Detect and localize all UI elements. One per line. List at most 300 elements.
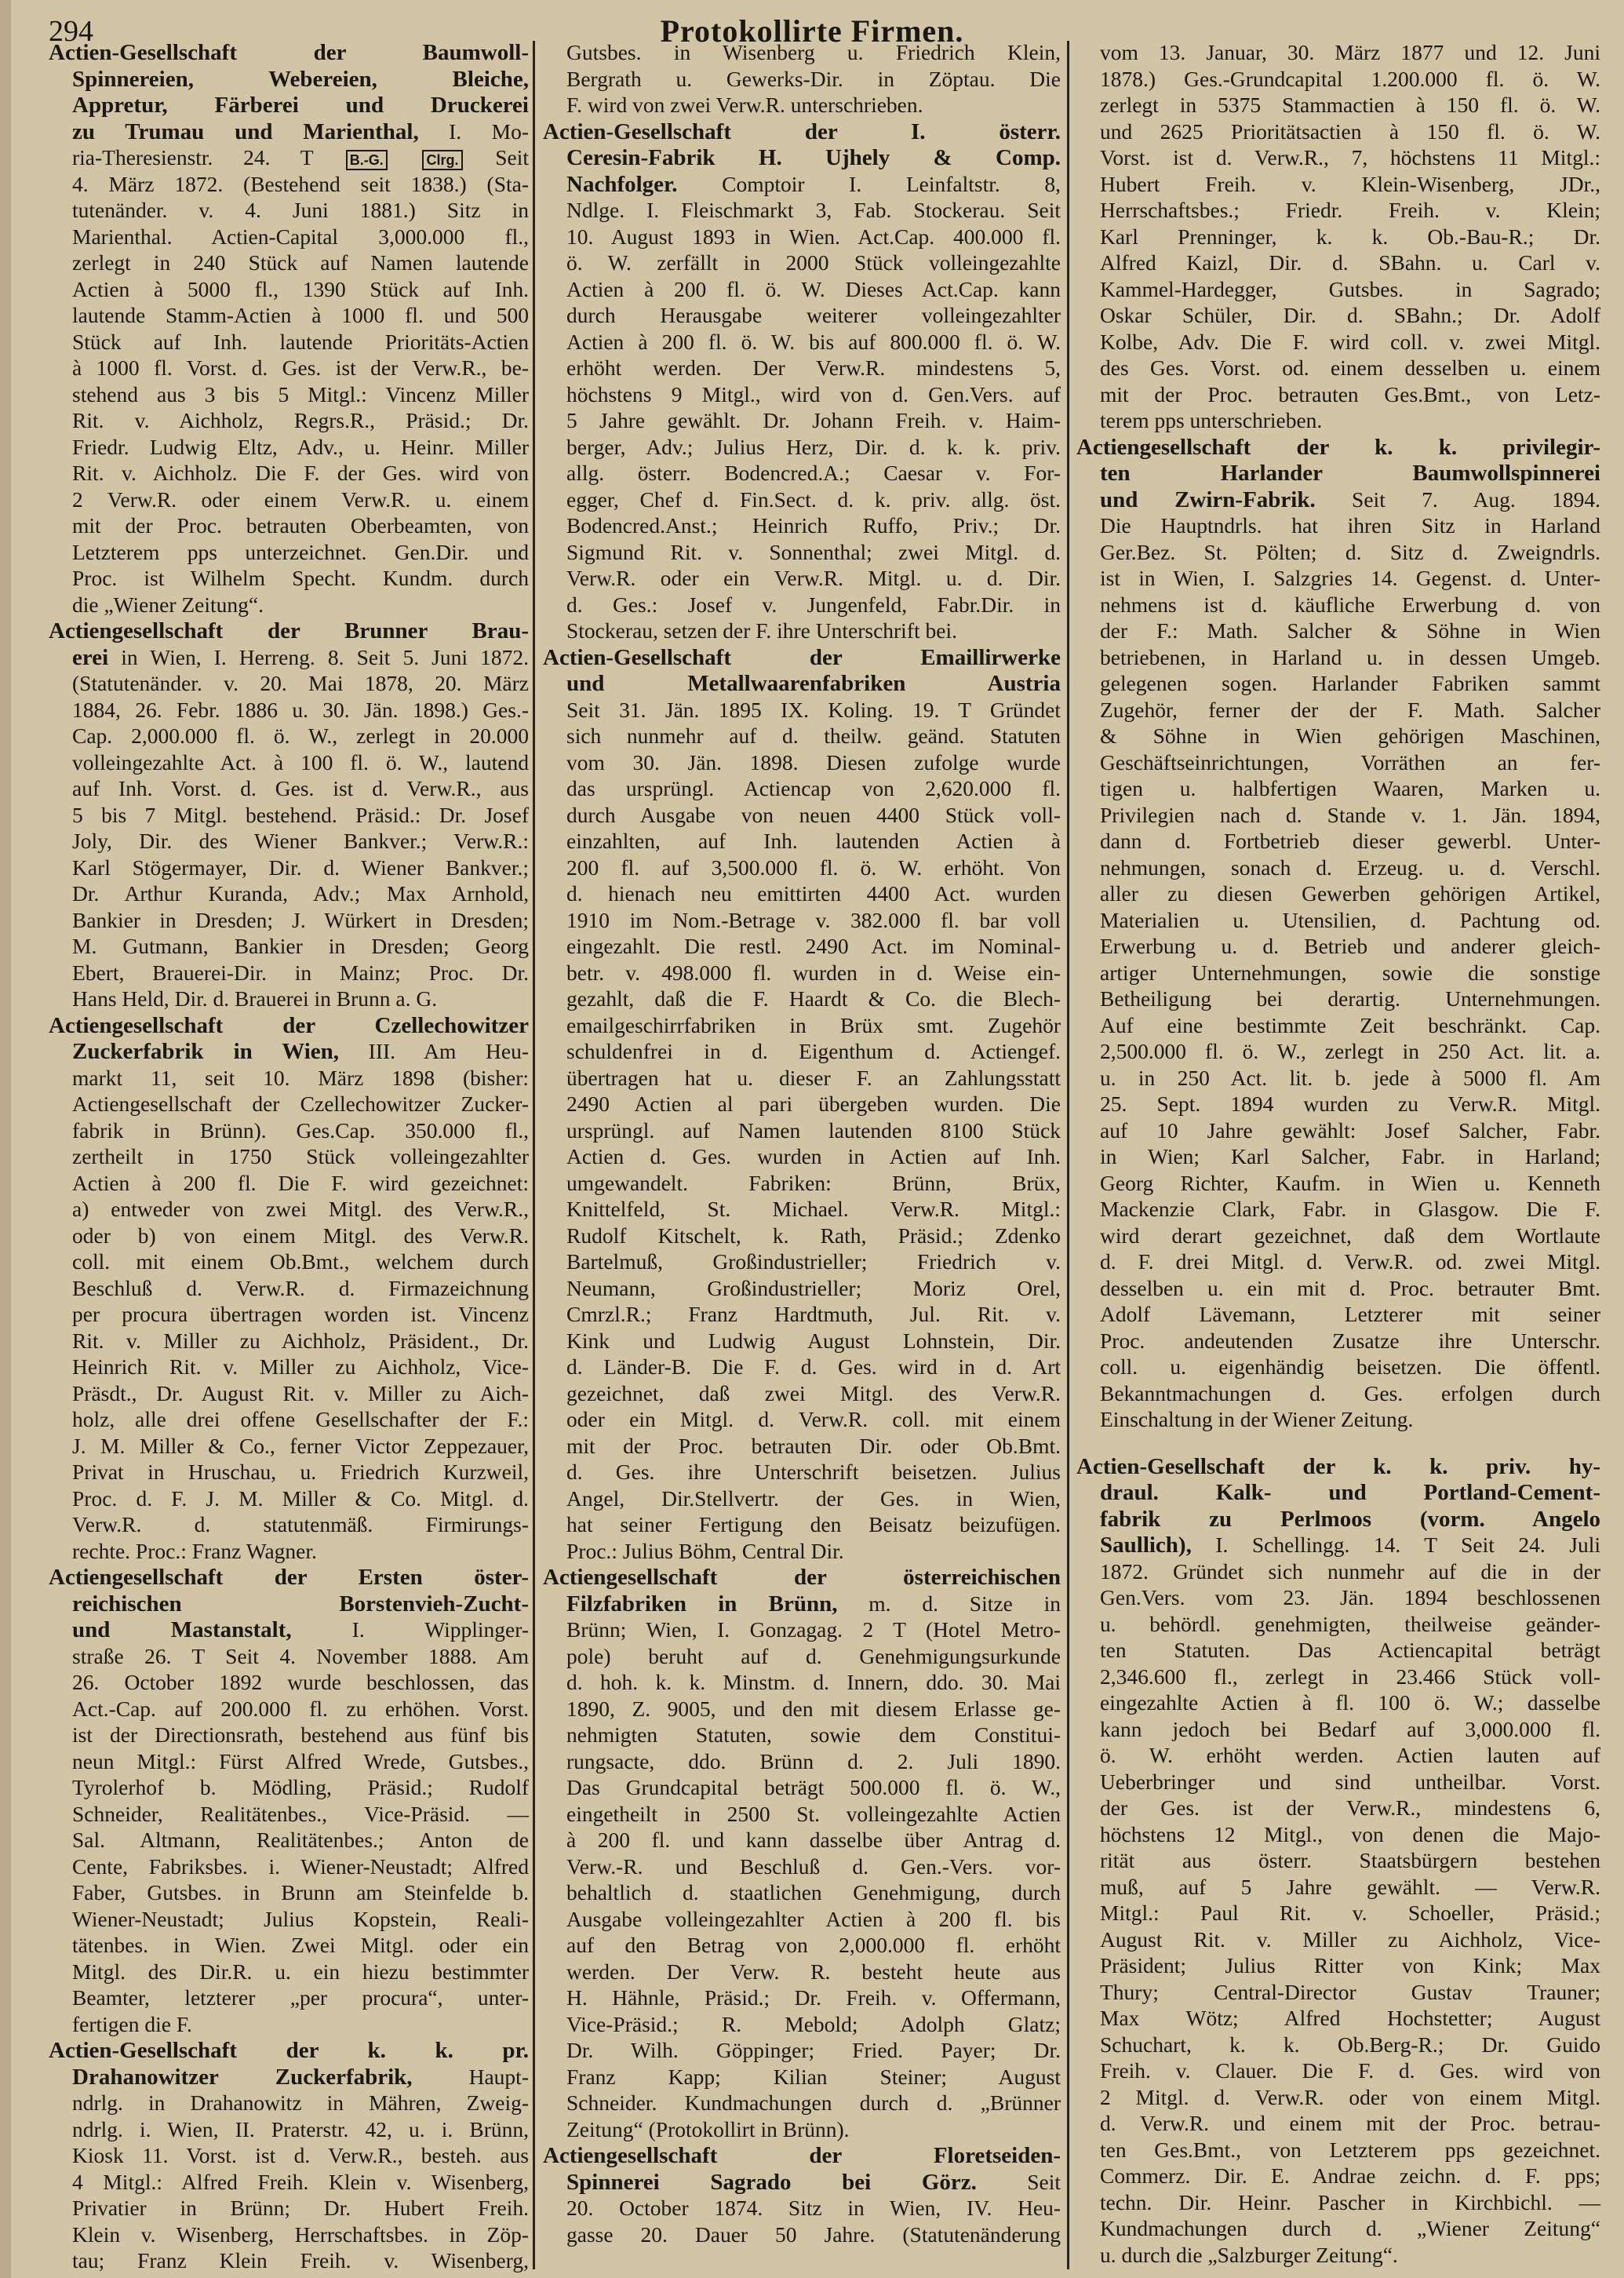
entry-text-line [49,302,529,329]
entry-text: umgewandelt. Fabriken: Brünn, Brüx, [566,1170,1061,1195]
entry-text-line [543,1643,1061,1670]
entry-text-line [49,1380,529,1407]
entry-text-line [1076,2032,1600,2058]
entry-text: des Ges. Vorst. od. einem desselben u. einem [1100,355,1600,380]
entry-text: Erwerbung u. d. Betrieb und anderer gleich- [1100,934,1600,958]
entry-text: desselben u. ein mit d. Proc. betrauter Bmt. [1100,1275,1600,1300]
page-title: Protokollirte Firmen. [660,13,964,49]
entry-text-line [1076,933,1600,960]
entry-text: Ausgabe volleingezahlter Actien à 200 fl. bis [566,1906,1061,1931]
entry-heading-line [543,644,1061,671]
column-2 [543,39,1061,2247]
entry-text-line [543,802,1061,829]
entry-text: durch Herausgabe weiterer volleingezahlter [566,303,1061,327]
entry-text: wird derart gezeichnet, daß dem Wortlaute [1100,1223,1600,1248]
entry-text-line [49,723,529,749]
column-divider [533,41,535,2269]
entry-text: fabrik in Brünn). Ges.Cap. 350.000 fl., [72,1117,529,1143]
entry-text-line [543,224,1061,250]
entry-text-line [543,1459,1061,1485]
entry-text: Zugehör, ferner der der F. Math. Salcher [1100,697,1600,722]
entry-text-line [49,749,529,776]
firm-name: Actiengesellschaft der österreichischen [543,1565,1061,1590]
entry-text-line [543,1696,1061,1722]
entry-text: Klein v. Wisenberg, Herrschaftsbes. in Zöp- [72,2222,529,2247]
entry-text: Freih. v. Clauer. Die F. d. Ges. wird von [1100,2058,1600,2083]
entry-text-line [1076,670,1600,697]
entry-text-line [543,276,1061,303]
entry-text-line [543,1170,1061,1197]
entry-text: Kink und Ludwig August Lohnstein, Dir. [566,1328,1061,1353]
entry-text-line [49,2116,529,2143]
entry-text-line [1076,329,1600,355]
entry-text: Thury; Central-Director Gustav Trauner; [1100,1979,1600,2004]
entry-text: u. behördl. genehmigten, theilweise geänder- [1100,1611,1600,1636]
entry-text: Einschaltung in der Wiener Zeitung. [1100,1407,1414,1431]
entry-text-line [1076,276,1600,303]
entry-text: ten Ges.Bmt., von Letzterem pps gezeichnet. [1100,2137,1600,2162]
entry-text-line [543,197,1061,224]
entry-text: sich nunmehr auf d. theilw. geänd. Statuten [566,723,1061,748]
entry-text-line [543,933,1061,960]
entry-text: dann d. Fortbetrieb dieser gewerbl. Unter- [1100,829,1600,853]
entry-text-line [49,329,529,355]
entry-heading-line [49,92,529,118]
entry-text: egger, Chef d. Fin.Sect. d. k. priv. allg. öst. [566,487,1061,512]
entry-text-line [543,1669,1061,1696]
column-divider [1067,41,1069,2269]
entry-text-line [1076,1558,1600,1585]
entry-text-line [1076,197,1600,224]
entry-text: Cente, Fabriksbes. i. Wiener-Neustadt; Alfred [72,1853,529,1879]
entry-text: Auf eine bestimmte Zeit beschränkt. Cap. [1100,1012,1600,1037]
entry-text: aller zu diesen Gewerben gehörigen Artikel, [1100,881,1600,906]
entry-text: 5 Jahre gewählt. Dr. Johann Freih. v. Haim- [566,408,1061,432]
entry-text: d. Ges.: Josef v. Jungenfeld, Fabr.Dir. in [566,592,1061,617]
entry-text: der Ges. ist der Verw.R., mindestens 6, [1100,1795,1600,1820]
entry-text: Seit [495,145,529,169]
entry-text: ursprüngl. auf Namen lautenden 8100 Stück [566,1117,1061,1143]
firm-name: Spinnereien, Webereien, Bleiche, [72,66,529,92]
entry-text-line [1076,1170,1600,1197]
entry-text-line [543,2222,1061,2248]
entry-text: Actien à 200 fl. Die F. wird gezeichnet: [72,1170,529,1195]
entry-text: in Wien; Karl Salcher, Fabr. in Harland; [1100,1144,1600,1168]
column-3 [1076,39,1600,2268]
entry-text-line [1076,2242,1600,2269]
entry-text-line [1076,855,1600,881]
entry-text: mit der Proc. betrauten Ges.Bmt., von Letz- [1100,381,1600,406]
entry-text-line [1076,2189,1600,2216]
entry-gap [1076,1433,1600,1453]
entry-text-line [1076,1637,1600,1664]
entry-text: nehmens ist d. käufliche Erwerbung d. von [1100,592,1600,617]
entry-text-line [543,592,1061,618]
entry-text: Tyrolerhof b. Mödling, Präsid.; Rudolf [72,1775,529,1799]
entry-text: Actien d. Ges. wurden in Actien auf Inh. [566,1144,1061,1168]
entry-text-line [49,1774,529,1801]
entry-text-line [543,1248,1061,1275]
entry-text-line [543,1223,1061,1249]
entry-text: Vorst. ist d. Verw.R., 7, höchstens 11 Mitgl.: [1100,145,1600,169]
firm-name: Actien-Gesellschaft der Emaillirwerke [543,644,1061,670]
entry-text: coll. mit einem Ob.Bmt., welchem durch [72,1249,529,1274]
entry-text: Präsdt., Dr. August Rit. v. Miller zu Aich- [72,1380,529,1405]
entry-text: erhöht werden. Der Verw.R. mindestens 5, [566,355,1061,380]
entry-text-line [1076,66,1600,93]
entry-text-line [1076,1091,1600,1117]
firm-name: Actiengesellschaft der Floretseiden- [543,2143,1061,2168]
entry-text: d. Verw.R. und einem mit der Proc. betrau- [1100,2111,1600,2135]
entry-text-line [1076,1196,1600,1223]
entry-text-line [1076,565,1600,592]
entry-text-line [49,1143,529,1170]
entry-heading-line [1076,1453,1600,1480]
entry-text: Privatier in Brünn; Dr. Hubert Freih. [72,2196,529,2220]
entry-text-line [49,1722,529,1748]
entry-text: 2,500.000 fl. ö. W., zerlegt in 250 Act. lit. a. [1100,1039,1600,1063]
entry-heading-line [49,644,529,671]
firm-entry [543,118,1061,644]
firm-name: Spinnerei Sagrado bei Görz. [566,2169,977,2195]
entry-heading-line [1076,1532,1600,1558]
entry-text-line [543,1433,1061,1460]
entry-text: straße 26. T Seit 4. November 1888. Am [72,1643,529,1668]
entry-text-line [49,802,529,829]
entry-text: Bergrath u. Gewerks-Dir. in Zöptau. Die [566,66,1061,91]
entry-text: J. M. Miller & Co., ferner Victor Zeppezauer, [72,1433,529,1458]
entry-text-line [1076,723,1600,749]
entry-text: ria-Theresienstr. 24. T [72,145,314,169]
entry-text: m. d. Sitze in [837,1591,1061,1616]
firm-entry [543,1564,1061,2142]
entry-text-line [543,880,1061,907]
entry-text: Zeitung“ (Protokollirt in Brünn). [566,2116,850,2141]
firm-entry [543,39,1061,118]
entry-text-line [49,197,529,224]
entry-text: Kiosk 11. Vorst. ist d. Verw.R., besteh. aus [72,2143,529,2167]
entry-text: berger, Adv.; Julius Herz, Dir. d. k. k. priv. [566,434,1061,459]
entry-text-line [1076,1223,1600,1249]
entry-text: August Rit. v. Miller zu Aichholz, Vice- [1100,1926,1600,1952]
entry-text: Ueberbringer und sind untheilbar. Vorst. [1100,1769,1600,1794]
entry-text: tau; Franz Klein Freih. v. Wisenberg, [72,2248,529,2273]
entry-text-line [543,775,1061,802]
entry-text: zerlegt in 240 Stück auf Namen lautende [72,250,529,275]
entry-text-line [49,512,529,539]
entry-text-line [543,1748,1061,1775]
entry-text-line [49,1354,529,1380]
entry-text-line [543,2011,1061,2038]
firm-name: Ceresin-Fabrik H. Ujhely & Comp. [566,145,1061,170]
entry-text-line [49,144,529,171]
entry-text-line [49,1223,529,1249]
entry-text: Ger.Bez. St. Pölten; d. Sitz d. Zweigndrls. [1100,539,1600,564]
entry-text-line [49,171,529,198]
entry-text: Sigmund Rit. v. Sonnenthal; zwei Mitgl. d. [566,539,1061,564]
entry-text: Mitgl.: Paul Rit. v. Schoeller, Präsid.; [1100,1901,1600,1925]
entry-text: höchstens 9 Mitgl., wird von d. Gen.Vers. auf [566,381,1061,406]
entry-text-line [1076,749,1600,776]
entry-text-line [543,1906,1061,1933]
entry-text-line [543,1722,1061,1748]
entry-text: Actien à 200 fl. ö. W. bis auf 800.000 fl. ö. W. [566,329,1061,354]
entry-text-line [543,2116,1061,2143]
entry-text: zerlegt in 5375 Stammactien à 150 fl. ö. W. [1100,93,1600,117]
entry-text-line [1076,250,1600,276]
entry-text: holz, alle drei offene Gesellschafter der F.: [72,1407,529,1431]
entry-text: d. F. drei Mitgl. d. Verw.R. od. zwei Mitgl. [1100,1249,1600,1274]
entry-text-line [49,224,529,250]
entry-text-line [543,2064,1061,2090]
entry-text-line [49,670,529,697]
entry-text: 2 Mitgl. d. Verw.R. oder von einem Mitgl. [1100,2084,1600,2109]
entry-text: 2 Verw.R. oder einem Verw.R. u. einem [72,487,529,512]
entry-text-line [543,1380,1061,1407]
entry-text-line [1076,1248,1600,1275]
firm-entry [1076,1433,1600,2269]
boxed-mark: Clrg. [422,150,462,170]
firm-name: Actien-Gesellschaft der k. k. pr. [49,2038,529,2063]
entry-text-line [49,1248,529,1275]
entry-text: (Statutenänder. v. 20. Mai 1878, 20. März [72,671,529,695]
entry-heading-line [49,1012,529,1039]
entry-text-line [543,1143,1061,1170]
entry-text: betriebenen, in Harland u. in dessen Umgeb. [1100,644,1600,669]
firm-name: fabrik zu Perlmoos (vorm. Angelo [1100,1506,1600,1532]
entry-text-line [49,855,529,881]
entry-text-line [1076,986,1600,1012]
entry-text-line [543,1879,1061,1906]
firm-name: Actiengesellschaft der Czellechowitzer [49,1012,529,1038]
entry-text: Stück auf Inh. lautende Prioritäts-Actien [72,329,529,354]
entry-heading-line [543,670,1061,697]
entry-heading-line [1076,1506,1600,1533]
entry-text: Rit. v. Aichholz, Regrs.R., Präsid.; Dr. [72,408,529,432]
entry-heading-line [49,1038,529,1065]
entry-text: eingetheilt in 2500 St. volleingezahlte Actien [566,1801,1061,1826]
entry-text: 4 Mitgl.: Alfred Freih. Klein v. Wisenberg, [72,2169,529,2194]
entry-text-line [1076,1275,1600,1302]
entry-text-line [49,697,529,723]
firm-name: und Zwirn-Fabrik. [1100,487,1316,512]
entry-text: die „Wiener Zeitung“. [72,592,264,617]
entry-text: Karl Prenninger, k. k. Ob.-Bau-R.; Dr. [1100,224,1600,249]
entry-text-line [49,276,529,303]
entry-text-line [543,2090,1061,2116]
entry-text: gasse 20. Dauer 50 Jahre. (Statutenänderung [566,2222,1061,2247]
entry-text: ist der Directionsrath, bestehend aus fünf bis [72,1722,529,1747]
entry-text: Kammel-Hardegger, Gutsbes. in Sagrado; [1100,276,1600,301]
entry-text-line [49,1301,529,1328]
entry-text: Das Grundcapital beträgt 500.000 fl. ö. W., [566,1775,1061,1799]
entry-text: schuldenfrei in d. Eigenthum d. Actiengef. [566,1039,1061,1063]
firm-name: Appretur, Färberei und Druckerei [72,93,529,118]
entry-heading-line [49,2064,529,2090]
entry-text: terem pps unterschrieben. [1100,408,1323,432]
entry-text-line [49,565,529,592]
entry-text-line [1076,92,1600,118]
firm-name: Actien-Gesellschaft der Baumwoll- [49,40,529,65]
firm-name: Actiengesellschaft der k. k. privilegir- [1076,434,1600,460]
firm-name: draul. Kalk- und Portland-Cement- [1100,1480,1600,1505]
entry-text: auf den Betrag von 2,000.000 fl. erhöht [566,1933,1061,1957]
entry-heading-line [49,1616,529,1643]
entry-text: Beamter, letzterer „per procura“, unter- [72,1985,529,2010]
entry-text-line [1076,355,1600,381]
entry-text-line [1076,1611,1600,1638]
entry-heading-line [49,39,529,66]
entry-text-line [543,1932,1061,1959]
firm-entry [49,1564,529,2037]
firm-name: und Mastanstalt, [72,1617,292,1642]
entry-text-line [49,960,529,986]
entry-text: behaltlich d. staatlichen Genehmigung, durch [566,1880,1061,1904]
entry-text: Rit. v. Aichholz. Die F. der Ges. wird von [72,461,529,485]
entry-text: ten Statuten. Das Actiencapital beträgt [1100,1638,1600,1662]
entry-text: Bekanntmachungen d. Ges. erfolgen durch [1100,1380,1600,1405]
firm-name: Drahanowitzer Zuckerfabrik, [72,2064,413,2090]
entry-text-line [543,1538,1061,1565]
entry-text: Dr. Arthur Kuranda, Adv.; Max Arnhold, [72,881,529,906]
entry-heading-line [49,2037,529,2064]
entry-text: Oskar Schüler, Dir. d. SBahn.; Dr. Adolf [1100,303,1600,327]
entry-text-line [1076,2057,1600,2084]
entry-text-line [543,302,1061,329]
entry-text-line [1076,2084,1600,2111]
entry-text: rungsacte, ddo. Brünn d. 2. Juli 1890. [566,1748,1061,1773]
entry-text: Schneider. Kundmachungen durch d. „Brünner [566,2090,1061,2115]
entry-text-line [543,1801,1061,1828]
entry-text-line [1076,775,1600,802]
firm-entry [1076,39,1600,434]
entry-text-line [543,1485,1061,1512]
entry-text: Proc. d. F. J. M. Miller & Co. Mitgl. d. [72,1485,529,1511]
entry-text: Privat in Hruschau, u. Friedrich Kurzweil, [72,1460,529,1484]
entry-text-line [49,1853,529,1880]
entry-text: d. hoh. k. k. Minstm. d. Innern, ddo. 30. Mai [566,1670,1061,1694]
entry-text: tätenbes. in Wien. Zwei Mitgl. oder ein [72,1933,529,1957]
firm-name: Actiengesellschaft der Ersten öster- [49,1565,529,1590]
entry-text-line [1076,1769,1600,1795]
entry-heading-line [543,2142,1061,2169]
entry-text-line [49,2247,529,2274]
entry-text-line [49,1985,529,2011]
entry-text: neun Mitgl.: Fürst Alfred Wrede, Gutsbes., [72,1748,529,1773]
entry-text: d. Länder-B. Die F. d. Ges. wird in d. Art [566,1354,1061,1379]
entry-text: 4. März 1872. (Bestehend seit 1838.) (Sta- [72,171,529,196]
entry-text-line [1076,1952,1600,1979]
entry-text-line [1076,1821,1600,1848]
entry-text-line [1076,1979,1600,2006]
boxed-mark: B.-G. [346,150,388,170]
entry-text: kann jedoch bei Bedarf auf 3,000.000 fl. [1100,1716,1600,1741]
entry-text: I. Wipplinger- [291,1617,529,1642]
entry-text: Knittelfeld, St. Michael. Verw.R. Mitgl.: [566,1197,1061,1221]
entry-text: Betheiligung bei derartig. Unternehmungen. [1100,986,1600,1011]
entry-text: Hubert Freih. v. Klein-Wisenberg, JDr., [1100,171,1600,196]
entry-text-line [1076,407,1600,434]
entry-text-line [1076,592,1600,618]
entry-text-line [543,723,1061,749]
entry-text-line [49,2011,529,2038]
entry-text-line [49,1091,529,1117]
entry-text: gelegenen sogen. Harlander Fabriken sammt [1100,671,1600,695]
entry-text: Beschluß d. Verw.R. d. Firmazeichnung [72,1275,529,1300]
entry-text-line [543,697,1061,723]
entry-text: Karl Stögermayer, Dir. d. Wiener Bankver.; [72,855,529,880]
entry-text: werden. Der Verw. R. besteht heute aus [566,1959,1061,1984]
entry-text: das ursprüngl. Actiencap von 2,620.000 fl. [566,776,1061,800]
column-1 [49,39,529,2274]
entry-text: tigen u. halbfertigen Waaren, Marken u. [1100,776,1600,800]
entry-text: Seit [976,2169,1061,2194]
entry-text-line [543,39,1061,66]
entry-text: eingezahlt. Die restl. 2490 Act. im Nominal- [566,934,1061,958]
entry-text-line [49,1748,529,1775]
entry-text-line [49,1065,529,1092]
entry-text: rechte. Proc.: Franz Wagner. [72,1538,317,1563]
entry-text: Geschäftseinrichtungen, Vorräthen an fer- [1100,749,1600,775]
entry-text: Cmrzl.R.; Franz Hardtmuth, Jul. Rit. v. [566,1302,1061,1326]
entry-heading-line [49,618,529,644]
entry-text: nehmigten Statuten, sowie dem Constitui- [566,1722,1061,1747]
entry-text-line [1076,381,1600,408]
entry-heading-line [1076,434,1600,461]
entry-text: Mackenzie Clark, Fabr. in Glasgow. Die F. [1100,1197,1600,1221]
entry-text-line [543,1196,1061,1223]
entry-text: Friedr. Ludwig Eltz, Adv., u. Heinr. Miller [72,434,529,459]
entry-text: eingezahlte Actien à fl. 100 ö. W.; dasselbe [1100,1690,1600,1715]
firm-name: Filzfabriken in Brünn, [566,1591,838,1616]
entry-text: hat seiner Fertigung den Beisatz beizufügen. [566,1512,1061,1536]
entry-text: Joly, Dir. des Wiener Bankver.; Verw.R.: [72,829,529,853]
entry-text: ist in Wien, I. Salzgries 14. Gegenst. d. Unter- [1100,566,1600,590]
entry-text-line [1076,2005,1600,2032]
entry-text: 1878.) Ges.-Grundcapital 1.200.000 fl. ö. W. [1100,66,1600,91]
firm-entry [49,1012,529,1565]
entry-text-line [49,1328,529,1354]
entry-text-line [49,1275,529,1302]
entry-text-line [543,512,1061,539]
entry-text-line [49,1433,529,1460]
firm-name: erei [72,644,109,670]
entry-text-line [543,1616,1061,1643]
entry-text: der F.: Math. Salcher & Söhne in Wien [1100,618,1600,643]
entry-text-line [49,2142,529,2169]
entry-text-line [49,1801,529,1828]
entry-text-line [543,1959,1061,1985]
firm-name: Zuckerfabrik in Wien, [72,1039,340,1064]
entry-text-line [1076,1847,1600,1874]
entry-text-line [1076,1584,1600,1611]
entry-text: 5 bis 7 Mitgl. bestehend. Präsid.: Dr. Josef [72,802,529,827]
entry-text: Commerz. Dir. E. Andrae zeichn. d. F. pps; [1100,2163,1600,2188]
entry-text-line [1076,1689,1600,1716]
entry-text: Actiengesellschaft der Czellechowitzer Zucker- [72,1092,529,1116]
entry-text: artiger Unternehmungen, sowie die sonstige [1100,960,1600,985]
entry-text: 2490 Actien al pari übergeben wurden. Die [566,1092,1061,1116]
firm-entry [543,2142,1061,2247]
entry-text: F. wird von zwei Verw.R. unterschrieben. [566,93,923,117]
entry-text-line [543,1354,1061,1380]
entry-text-line [543,355,1061,381]
entry-text: Präsident; Julius Ritter von Kink; Max [1100,1953,1600,1977]
entry-text-line [1076,2137,1600,2163]
entry-text-line [49,1196,529,1223]
entry-text-line [49,1879,529,1906]
entry-text-line [543,749,1061,776]
